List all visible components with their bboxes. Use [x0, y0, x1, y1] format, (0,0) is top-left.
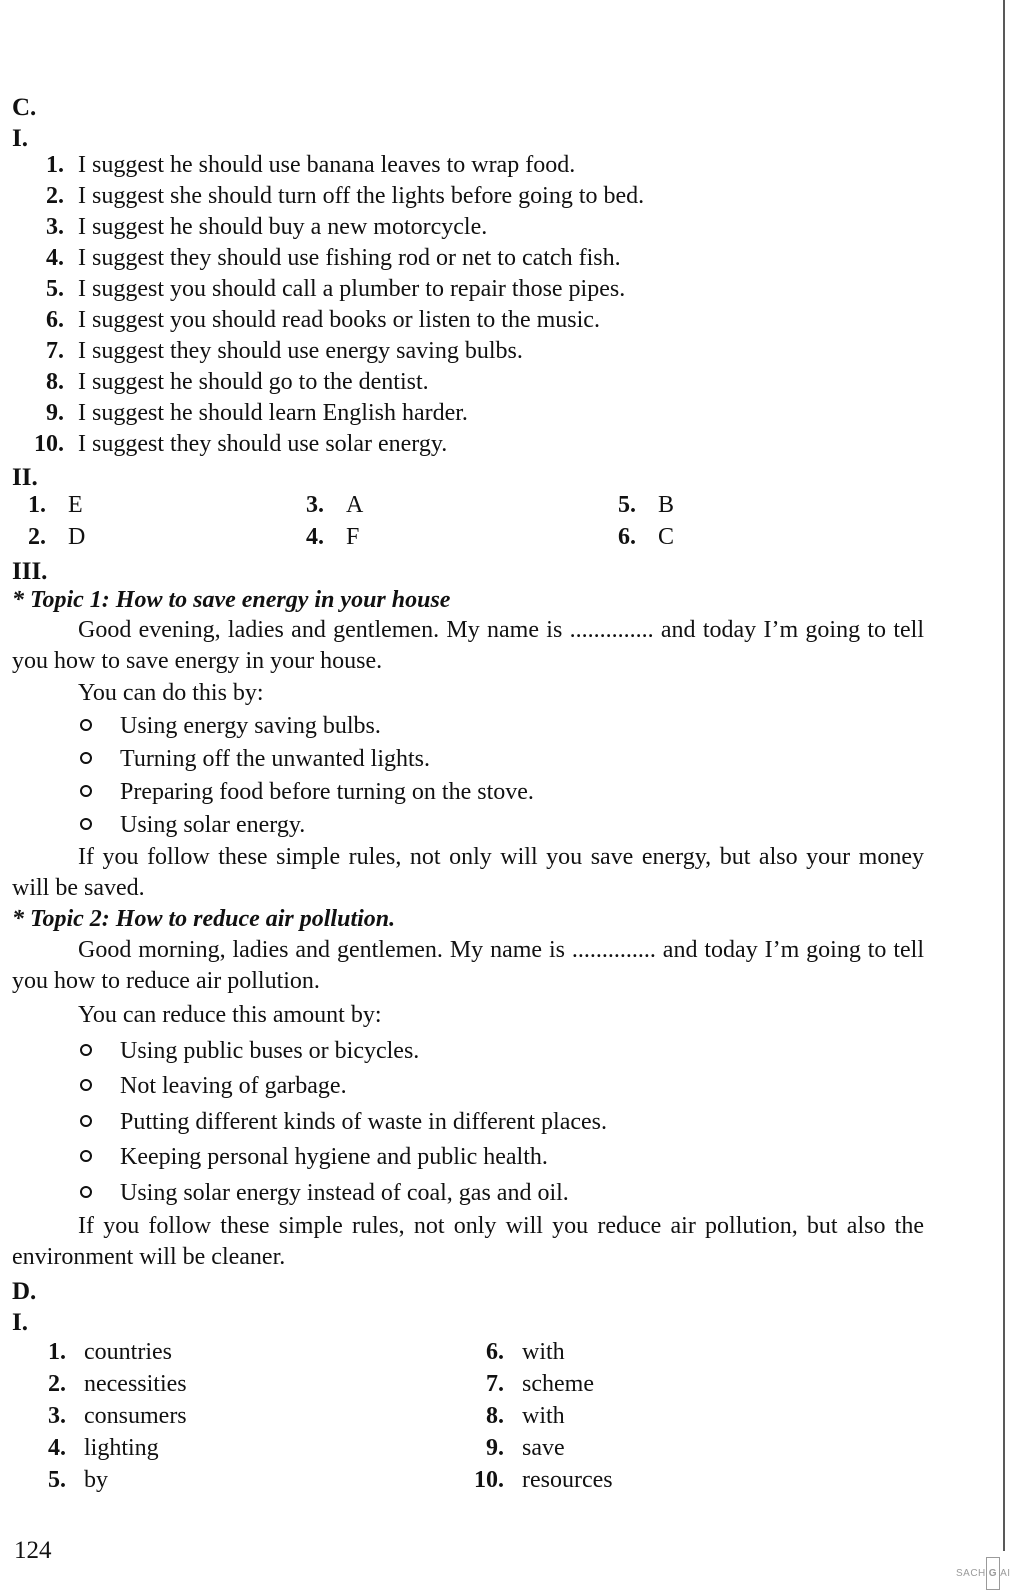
item-text: lighting	[84, 1435, 159, 1461]
answer-item	[2, 1337, 172, 1368]
bullet-icon	[80, 818, 92, 830]
bullet-item	[80, 777, 534, 808]
item-text: I suggest you should read books or listen to the music.	[78, 307, 600, 333]
item-number: 8.	[486, 1403, 504, 1429]
logo-box: G	[986, 1557, 1000, 1590]
item-text: E	[68, 492, 83, 518]
bullet-item	[80, 810, 305, 841]
item-text: by	[84, 1467, 108, 1493]
item-number: 4.	[46, 245, 64, 271]
section-c-ii-heading: II.	[12, 464, 38, 491]
bullet-icon	[80, 752, 92, 764]
item-number: 1.	[48, 1339, 66, 1365]
bullet-text: Turning off the unwanted lights.	[120, 746, 430, 772]
item-number: 10.	[34, 431, 64, 457]
item-number: 9.	[46, 400, 64, 426]
item-text: I suggest he should go to the dentist.	[78, 369, 429, 395]
topic-1-intro: Good evening, ladies and gentlemen. My name is .............. and today I’m going to tell you how to save energy in your house.	[12, 617, 924, 674]
answer-item	[2, 1369, 187, 1400]
list-item	[0, 367, 429, 398]
item-number: 8.	[46, 369, 64, 395]
answer-item	[440, 1337, 565, 1368]
topic-2-closing: If you follow these simple rules, not only will you reduce air pollution, but also the environment will be cleaner.	[12, 1213, 924, 1270]
list-item	[0, 212, 487, 243]
item-number: 2.	[48, 1371, 66, 1397]
bullet-icon	[80, 1079, 92, 1091]
item-text: I suggest they should use solar energy.	[78, 431, 448, 457]
item-number: 7.	[46, 338, 64, 364]
bullet-text: Using energy saving bulbs.	[120, 713, 381, 739]
item-number: 5.	[618, 492, 636, 518]
bullet-text: Keeping personal hygiene and public health.	[120, 1144, 548, 1170]
bullet-text: Preparing food before turning on the stove.	[120, 779, 534, 805]
answer-item	[440, 1401, 565, 1432]
bullet-item	[80, 1142, 548, 1173]
answer-item	[14, 522, 85, 553]
list-item	[0, 305, 600, 336]
item-text: D	[68, 524, 86, 550]
item-text: I suggest they should use fishing rod or net to catch fish.	[78, 245, 621, 271]
list-item	[0, 274, 625, 305]
topic-2-lead: You can reduce this amount by:	[78, 1002, 382, 1028]
bullet-icon	[80, 1150, 92, 1162]
section-d-i-heading: I.	[12, 1309, 28, 1336]
item-number: 4.	[306, 524, 324, 550]
item-text: countries	[84, 1339, 172, 1365]
item-number: 5.	[46, 276, 64, 302]
item-text: I suggest you should call a plumber to repair those pipes.	[78, 276, 626, 302]
answer-item	[440, 1465, 613, 1496]
item-number: 4.	[48, 1435, 66, 1461]
page-number: 124	[14, 1537, 52, 1564]
item-number: 7.	[486, 1371, 504, 1397]
item-text: A	[346, 492, 364, 518]
item-text: scheme	[522, 1371, 594, 1397]
bullet-item	[80, 1036, 419, 1067]
bullet-text: Putting different kinds of waste in different places.	[120, 1109, 607, 1135]
item-text: I suggest he should use banana leaves to wrap food.	[78, 152, 576, 178]
item-text: I suggest he should buy a new motorcycle.	[78, 214, 488, 240]
topic-1-lead: You can do this by:	[78, 680, 264, 706]
topic-2-title: * Topic 2: How to reduce air pollution.	[12, 906, 396, 932]
answer-item	[440, 1433, 565, 1464]
logo-text-left: SACH	[956, 1568, 986, 1579]
item-number: 1.	[46, 152, 64, 178]
item-text: I suggest they should use energy saving bulbs.	[78, 338, 523, 364]
item-number: 9.	[486, 1435, 504, 1461]
bullet-text: Using public buses or bicycles.	[120, 1038, 420, 1064]
bullet-icon	[80, 719, 92, 731]
bullet-item	[80, 711, 381, 742]
bullet-icon	[80, 1115, 92, 1127]
section-c-iii-heading: III.	[12, 558, 48, 585]
answer-item	[14, 490, 83, 521]
item-text: with	[522, 1403, 565, 1429]
item-text: with	[522, 1339, 565, 1365]
bullet-icon	[80, 1186, 92, 1198]
item-number: 2.	[28, 524, 46, 550]
bullet-item	[80, 1178, 569, 1209]
item-number: 3.	[306, 492, 324, 518]
item-text: consumers	[84, 1403, 187, 1429]
watermark-logo	[956, 1557, 1011, 1590]
answer-item	[292, 490, 363, 521]
section-c-heading: C.	[12, 94, 37, 121]
page-edge-rule	[1003, 0, 1005, 1551]
item-text: I suggest he should learn English harder.	[78, 400, 468, 426]
item-number: 3.	[46, 214, 64, 240]
bullet-icon	[80, 1044, 92, 1056]
bullet-text: Not leaving of garbage.	[120, 1073, 347, 1099]
bullet-item	[80, 1071, 347, 1102]
item-number: 5.	[48, 1467, 66, 1493]
item-text: B	[658, 492, 675, 518]
topic-2-intro: Good morning, ladies and gentlemen. My name is .............. and today I’m going to tell you how to reduce air pollution.	[12, 937, 924, 994]
answer-item	[604, 522, 674, 553]
section-d-heading: D.	[12, 1278, 37, 1305]
item-text: resources	[522, 1467, 613, 1493]
list-item	[0, 336, 523, 367]
item-number: 3.	[48, 1403, 66, 1429]
list-item	[0, 429, 447, 460]
item-text: F	[346, 524, 360, 550]
list-item	[0, 181, 644, 212]
bullet-text: Using solar energy.	[120, 812, 306, 838]
list-item	[0, 150, 575, 181]
bullet-item	[80, 744, 430, 775]
answer-item	[2, 1401, 187, 1432]
bullet-icon	[80, 785, 92, 797]
item-text: save	[522, 1435, 565, 1461]
item-number: 2.	[46, 183, 64, 209]
list-item	[0, 243, 621, 274]
answer-item	[292, 522, 359, 553]
logo-text-right: AI	[1000, 1568, 1011, 1579]
answer-item	[2, 1433, 159, 1464]
bullet-item	[80, 1107, 607, 1138]
item-number: 6.	[46, 307, 64, 333]
section-c-i-heading: I.	[12, 125, 28, 152]
item-number: 1.	[28, 492, 46, 518]
item-text: C	[658, 524, 675, 550]
item-number: 6.	[486, 1339, 504, 1365]
list-item	[0, 398, 468, 429]
item-text: I suggest she should turn off the lights before going to bed.	[78, 183, 645, 209]
item-text: necessities	[84, 1371, 187, 1397]
item-number: 6.	[618, 524, 636, 550]
topic-1-closing: If you follow these simple rules, not only will you save energy, but also your money will be saved.	[12, 844, 924, 901]
topic-1-title: * Topic 1: How to save energy in your house	[12, 587, 451, 613]
answer-item	[440, 1369, 594, 1400]
bullet-text: Using solar energy instead of coal, gas and oil.	[120, 1180, 569, 1206]
answer-item	[2, 1465, 108, 1496]
answer-item	[604, 490, 674, 521]
item-number: 10.	[474, 1467, 504, 1493]
